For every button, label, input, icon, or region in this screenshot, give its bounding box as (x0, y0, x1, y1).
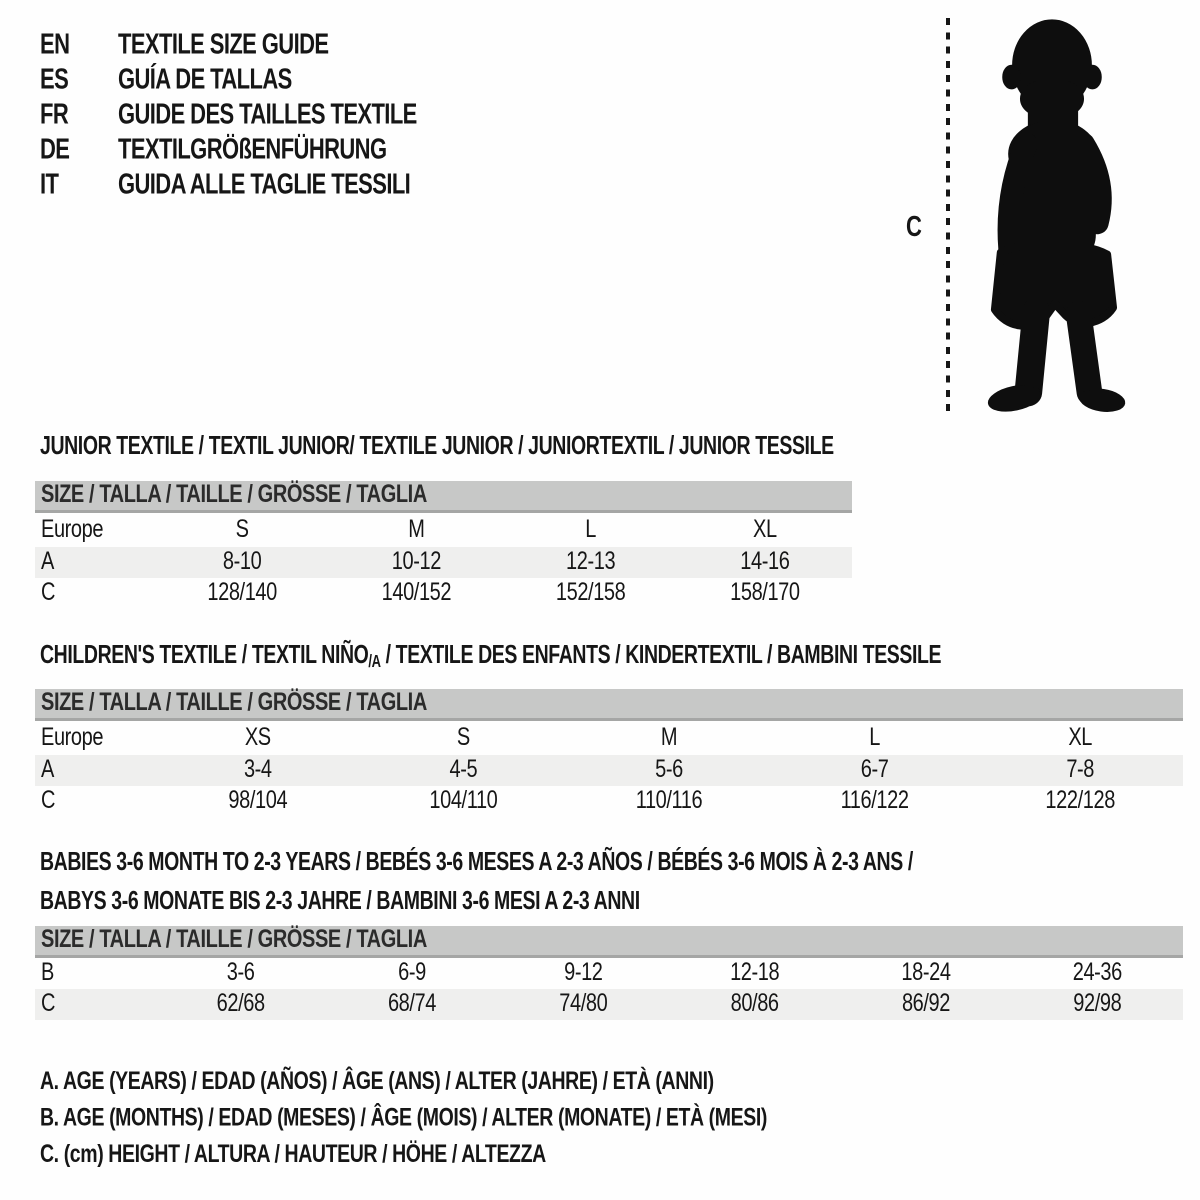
row-label-text: Europe (41, 723, 104, 751)
size-cell-text: 62/68 (216, 989, 265, 1018)
size-cell (155, 755, 361, 784)
column-header (977, 723, 1183, 751)
row-label-text: C (41, 989, 56, 1018)
size-cell (1012, 958, 1183, 987)
size-cell-text: 14-16 (740, 547, 790, 576)
size-cell-text: 116/122 (840, 786, 909, 815)
size-cell-text: 12-18 (730, 958, 780, 987)
language-row (40, 61, 417, 96)
size-header-bar (35, 481, 852, 513)
size-cell (566, 755, 772, 784)
size-cell (155, 989, 326, 1018)
size-cell (329, 547, 503, 576)
language-row (40, 96, 417, 131)
language-title: GUÍA DE TALLAS (118, 62, 292, 95)
column-header (329, 515, 503, 543)
section-title-line: BABYS 3-6 MONATE BIS 2-3 JAHRE / BAMBINI 3-6 MESI A 2-3 ANNI (40, 886, 640, 916)
column-header-text: L (869, 723, 880, 751)
language-code: DE (40, 132, 70, 166)
column-header (678, 515, 852, 543)
column-header (566, 723, 772, 751)
table-row (35, 755, 1183, 786)
size-cell (155, 547, 329, 576)
size-cell-text: 24-36 (1072, 958, 1122, 987)
row-label (35, 547, 155, 576)
language-title: TEXTILGRÖßENFÜHRUNG (118, 132, 387, 166)
size-cell-text: 7-8 (1066, 755, 1095, 784)
size-cell (155, 578, 329, 607)
size-cell-text: 18-24 (901, 958, 951, 987)
table-row (35, 989, 1183, 1020)
table-row (35, 786, 1183, 817)
size-cell-text: 158/170 (730, 578, 800, 607)
row-label (35, 958, 155, 987)
language-code: EN (40, 27, 70, 60)
table-row (35, 958, 1183, 989)
table-row (35, 547, 852, 578)
table-header-row (35, 721, 1183, 755)
size-cell-text: 86/92 (901, 989, 950, 1018)
size-cell-text: 3-6 (226, 958, 255, 987)
size-cell (977, 755, 1183, 784)
size-header-bar (35, 926, 1183, 958)
measure-legend (40, 1063, 767, 1172)
section-title-children (40, 640, 941, 671)
size-cell (669, 958, 840, 987)
size-cell (504, 578, 678, 607)
size-cell (361, 786, 567, 815)
size-cell (326, 958, 497, 987)
size-cell-text: 8-10 (222, 547, 262, 576)
row-label (35, 989, 155, 1018)
size-cell-text: 92/98 (1073, 989, 1122, 1018)
size-cell-text: 10-12 (391, 547, 441, 576)
section-title-junior (40, 431, 834, 462)
size-cell (840, 958, 1011, 987)
title-subscript: /A (368, 650, 381, 672)
size-table-babies (35, 926, 1183, 1020)
size-cell-text: 6-9 (398, 958, 426, 987)
row-label (35, 755, 155, 784)
title-text: JUNIOR TEXTILE / TEXTIL JUNIOR/ TEXTILE JUNIOR / JUNIORTEXTIL / JUNIOR TESSILE (40, 431, 834, 461)
row-label (35, 515, 155, 543)
size-cell-text: 3-4 (243, 755, 272, 784)
size-cell (498, 989, 669, 1018)
size-cell-text: 152/158 (555, 578, 626, 607)
language-code: ES (40, 62, 69, 95)
column-header-text: M (660, 723, 678, 751)
size-cell (669, 989, 840, 1018)
size-cell (772, 786, 978, 815)
row-label-text: Europe (41, 515, 104, 543)
column-header-text: S (456, 723, 470, 751)
legend-line: C. (cm) HEIGHT / ALTURA / HAUTEUR / HÖHE / ALTEZZA (40, 1139, 546, 1169)
row-label-text: B (41, 958, 54, 987)
column-header (361, 723, 567, 751)
language-title: GUIDA ALLE TAGLIE TESSILI (118, 167, 411, 201)
row-label-text: A (41, 755, 54, 784)
size-cell (566, 786, 772, 815)
column-header-text: S (235, 515, 249, 543)
column-header (772, 723, 978, 751)
language-row (40, 166, 417, 201)
size-cell (504, 547, 678, 576)
column-header (155, 515, 329, 543)
language-row (40, 26, 417, 61)
column-header (155, 723, 361, 751)
size-cell-text: 9-12 (564, 958, 603, 987)
size-cell-text: 128/140 (207, 578, 277, 607)
height-dashed-line (946, 18, 950, 418)
size-header-bar (35, 689, 1183, 721)
size-table-junior (35, 481, 852, 609)
size-cell (840, 989, 1011, 1018)
legend-line: A. AGE (YEARS) / EDAD (AÑOS) / ÂGE (ANS) / ALTER (JAHRE) / ETÀ (ANNI) (40, 1066, 714, 1096)
size-cell-text: 110/116 (635, 786, 703, 815)
column-header-text: L (585, 515, 596, 543)
size-cell (155, 958, 326, 987)
size-cell-text: 122/128 (1045, 786, 1115, 815)
column-header-text: XS (244, 723, 271, 751)
section-title-babies (40, 843, 913, 921)
row-label (35, 723, 155, 751)
size-cell (329, 578, 503, 607)
size-table-children (35, 689, 1183, 817)
column-header-text: M (408, 515, 425, 543)
size-cell (1012, 989, 1183, 1018)
language-title-list (40, 26, 417, 202)
size-cell (361, 755, 567, 784)
size-cell-text: 98/104 (228, 786, 288, 815)
size-header-text: SIZE / TALLA / TAILLE / GRÖSSE / TAGLIA (41, 925, 427, 954)
size-cell (977, 786, 1183, 815)
height-measure-label: C (906, 210, 922, 243)
row-label (35, 578, 155, 607)
size-cell (326, 989, 497, 1018)
row-label (35, 786, 155, 815)
size-cell (678, 547, 852, 576)
size-cell (772, 755, 978, 784)
row-label-text: C (41, 578, 56, 607)
table-row (35, 578, 852, 609)
size-cell-text: 74/80 (559, 989, 608, 1018)
language-code: FR (40, 97, 69, 130)
size-cell (498, 958, 669, 987)
size-cell-text: 4-5 (449, 755, 478, 784)
legend-line: B. AGE (MONTHS) / EDAD (MESES) / ÂGE (MOIS) / ALTER (MONATE) / ETÀ (MESI) (40, 1103, 767, 1132)
language-title: TEXTILE SIZE GUIDE (118, 27, 329, 60)
column-header-text: XL (1068, 723, 1092, 751)
size-cell-text: 104/110 (429, 786, 498, 815)
table-header-row (35, 513, 852, 547)
size-cell-text: 6-7 (860, 755, 889, 784)
section-title-line: BABIES 3-6 MONTH TO 2-3 YEARS / BEBÉS 3-6 MESES A 2-3 AÑOS / BÉBÉS 3-6 MOIS À 2-3 ANS / (40, 847, 913, 877)
title-text: / TEXTILE DES ENFANTS / KINDERTEXTIL / BAMBINI TESSILE (380, 640, 942, 670)
row-label-text: C (41, 786, 56, 815)
row-label-text: A (41, 547, 54, 576)
size-cell-text: 68/74 (387, 989, 437, 1018)
size-cell (678, 578, 852, 607)
size-cell (155, 786, 361, 815)
toddler-silhouette-icon (963, 14, 1141, 418)
size-header-text: SIZE / TALLA / TAILLE / GRÖSSE / TAGLIA (41, 688, 427, 717)
language-code: IT (40, 167, 59, 201)
size-cell-text: 140/152 (381, 578, 452, 607)
column-header-text: XL (753, 515, 777, 543)
title-text: CHILDREN'S TEXTILE / TEXTIL NIÑO (40, 640, 369, 670)
column-header (504, 515, 678, 543)
language-row (40, 131, 417, 166)
size-cell-text: 5-6 (655, 755, 683, 784)
size-cell-text: 80/86 (730, 989, 779, 1018)
language-title: GUIDE DES TAILLES TEXTILE (118, 97, 417, 130)
size-header-text: SIZE / TALLA / TAILLE / GRÖSSE / TAGLIA (41, 480, 427, 509)
size-cell-text: 12-13 (566, 547, 616, 576)
